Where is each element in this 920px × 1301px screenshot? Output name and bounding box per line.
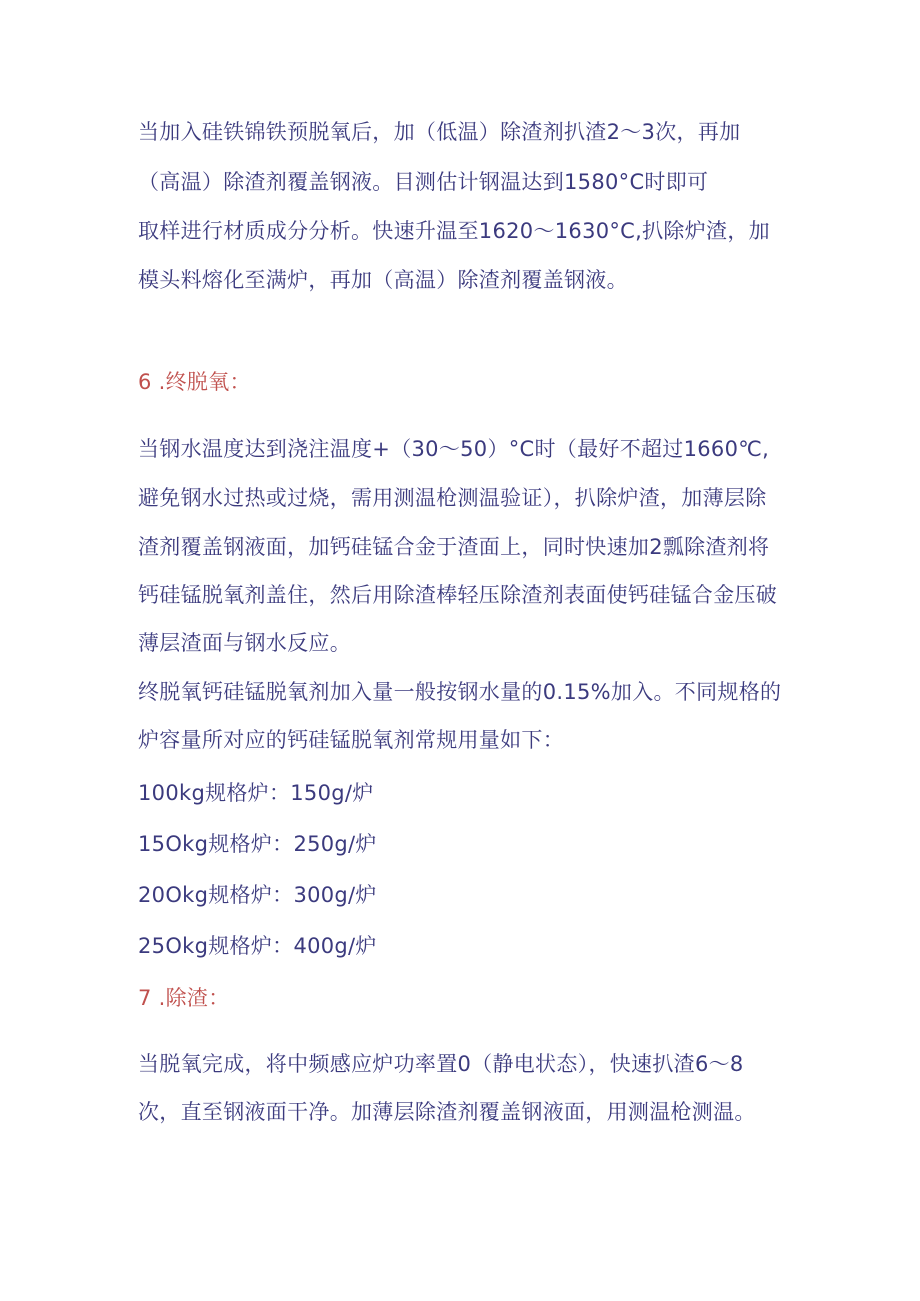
- section-7-line-2: 次，直至钢液面干净。加薄层除渣剂覆盖钢液面，用测温枪测温。: [138, 1100, 756, 1124]
- section-6-line-5: 薄层渣面与钢水反应。: [138, 631, 351, 655]
- section-6-line-6: 终脱氧钙硅锰脱氧剂加入量一般按钢水量的0.15%加入。不同规格的: [138, 680, 782, 704]
- section-6-line-7: 炉容量所对应的钙硅锰脱氧剂常规用量如下：: [138, 728, 564, 752]
- section-7-line-1: 当脱氧完成，将中频感应炉功率置0（静电状态），快速扒渣6～8: [138, 1052, 744, 1076]
- section-6-line-4: 钙硅锰脱氧剂盖住，然后用除渣棒轻压除渣剂表面使钙硅锰合金压破: [138, 583, 777, 607]
- dosage-item-250kg: 25Okg规格炉：400g∕炉: [138, 934, 377, 958]
- section-6-line-1: 当钢水温度达到浇注温度+（30～50）°C时（最好不超过1660℃,: [138, 437, 770, 461]
- intro-line-1: 当加入硅铁锦铁预脱氧后，加（低温）除渣剂扒渣2～3次，再加: [138, 120, 741, 144]
- section-7-heading: 7 .除渣：: [138, 986, 230, 1010]
- intro-line-2: （高温）除渣剂覆盖钢液。目测估计钢温达到1580°C时即可: [138, 170, 709, 194]
- intro-line-3: 取样进行材质成分分析。快速升温至1620～1630°C,扒除炉渣，加: [138, 219, 770, 243]
- section-6-heading: 6 .终脱氧：: [138, 370, 251, 394]
- dosage-item-150kg: 15Okg规格炉：250g∕炉: [138, 832, 377, 856]
- intro-line-4: 模头料熔化至满炉，再加（高温）除渣剂覆盖钢液。: [138, 268, 628, 292]
- dosage-item-200kg: 20Okg规格炉：300g∕炉: [138, 883, 377, 907]
- section-6-line-2: 避免钢水过热或过烧，需用测温枪测温验证），扒除炉渣，加薄层除: [138, 486, 767, 510]
- section-6-line-3: 渣剂覆盖钢液面，加钙硅锰合金于渣面上，同时快速加2瓢除渣剂将: [138, 535, 770, 559]
- dosage-item-100kg: 100kg规格炉：150g∕炉: [138, 781, 374, 805]
